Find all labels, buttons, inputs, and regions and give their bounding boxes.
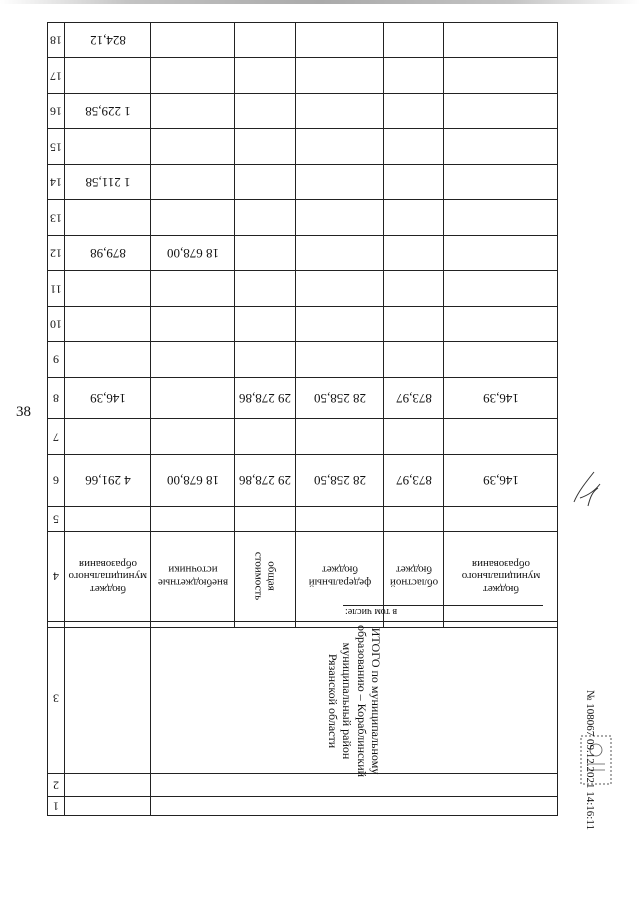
colnum-5: 5 (48, 507, 65, 532)
cell-r1-c6: 4 291,66 (65, 454, 151, 506)
cell-r5-c6: 873,97 (384, 454, 444, 506)
cell-r4-c6: 28 258,50 (296, 454, 384, 506)
document-stamp-number: № 108067 09.12.2021 14:16:11 (584, 690, 596, 830)
cell-r2-c6: 18 678,00 (151, 454, 235, 506)
cell-r6-c8: 146,39 (444, 377, 558, 419)
cell-r2-c8 (151, 377, 235, 419)
colnum-3: 3 (48, 628, 65, 774)
colnum-18: 18 (48, 23, 65, 58)
cell-r5-c8: 873,97 (384, 377, 444, 419)
cell-r3-c8: 29 278,86 (235, 377, 296, 419)
colnum-8: 8 (48, 377, 65, 419)
colnum-15: 15 (48, 129, 65, 164)
stamp-mark (575, 730, 617, 790)
cell-r4-c8: 28 258,50 (296, 377, 384, 419)
label-r3: общая стоимость (235, 532, 296, 622)
label-r1: бюджет муниципального образования (65, 532, 151, 622)
page-number: 38 (16, 404, 31, 420)
signature-scribble (568, 462, 608, 508)
label-r4: федеральный бюджет (296, 532, 384, 622)
budget-table (47, 22, 557, 816)
colnum-7: 7 (48, 419, 65, 454)
cell-r1-c12: 879,98 (65, 235, 151, 270)
label-r2: внебюджетные источники (151, 532, 235, 622)
colnum-9: 9 (48, 342, 65, 377)
itogo-cell: ИТОГО по муниципальному образованию – Кораблинский муниципальный район Рязанской области (151, 628, 558, 774)
cell-r1-c14: 1 211,58 (65, 164, 151, 199)
colnum-14: 14 (48, 164, 65, 199)
cell-r6-c6: 146,39 (444, 454, 558, 506)
cell-r2-c12: 18 678,00 (151, 235, 235, 270)
colnum-12: 12 (48, 235, 65, 270)
colnum-2: 2 (48, 774, 65, 797)
label-r6: бюджет муниципального образования (444, 532, 558, 622)
scan-edge (0, 0, 640, 4)
label-r5: областной бюджет (384, 532, 444, 622)
colnum-11: 11 (48, 271, 65, 306)
colnum-16: 16 (48, 93, 65, 128)
colnum-13: 13 (48, 200, 65, 235)
colnum-10: 10 (48, 306, 65, 341)
cell-r3-c6: 29 278,86 (235, 454, 296, 506)
cell-r1-c8: 146,39 (65, 377, 151, 419)
colnum-1: 1 (48, 797, 65, 816)
colnum-4: 4 (48, 532, 65, 622)
colnum-6: 6 (48, 454, 65, 506)
incl-label: в том числе: (343, 605, 543, 622)
cell-r1-c18: 824,12 (65, 23, 151, 58)
cell-r1-c16: 1 229,58 (65, 93, 151, 128)
colnum-17: 17 (48, 58, 65, 93)
